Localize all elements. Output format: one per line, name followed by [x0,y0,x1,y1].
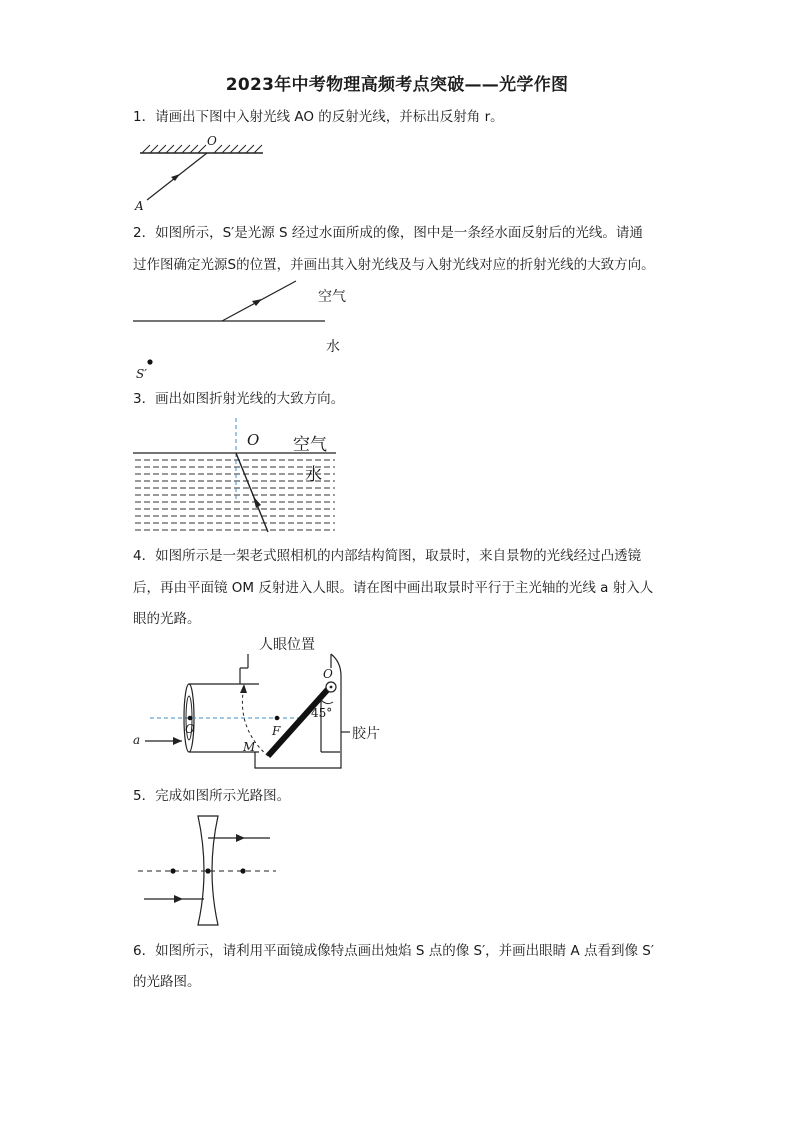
question-4-line3: 眼的光路。 [133,611,201,627]
q5-arrow-top [236,834,245,842]
question-1-text: 1．请画出下图中入射光线 AO 的反射光线，并标出反射角 r。 [133,109,504,125]
q4-label-angle: 45° [311,706,333,720]
q5-focus-right [240,868,245,873]
question-2-line1: 2．如图所示，S′是光源 S 经过水面所成的像，图中是一条经水面反射后的光线。请通 [133,225,643,241]
q2-label-water: 水 [326,339,340,355]
question-3-text: 3．画出如图折射光线的大致方向。 [133,391,345,407]
q4-label-eye: 人眼位置 [259,637,315,653]
question-2-line2: 过作图确定光源S的位置，并画出其入射光线及与入射光线对应的折射光线的大致方向。 [133,257,655,273]
q1-label-A: A [135,199,144,213]
q4-label-film: 胶片 [352,726,380,742]
q1-label-O: O [207,134,217,148]
question-6-line1: 6．如图所示，请利用平面镜成像特点画出烛焰 S 点的像 S′，并画出眼睛 A 点看到像 S′ [133,943,654,959]
q5-optical-center [205,868,210,873]
q3-label-O: O [247,431,260,449]
q5-focus-left [170,868,175,873]
question-4-line1: 4．如图所示是一架老式照相机的内部结构简图，取景时，来自景物的光线经过凸透镜 [133,548,642,564]
q2-label-air: 空气 [318,289,346,305]
q4-label-M: M [243,740,256,754]
question-6-line2: 的光路图。 [133,974,201,990]
q2-label-S: S′ [136,367,147,381]
question-4-line2: 后，再由平面镜 OM 反射进入人眼。请在图中画出取景时平行于主光轴的光线 a 射入人 [133,580,654,596]
q4-label-F: F [272,724,281,738]
q5-arrow-bottom [174,895,183,903]
question-5-text: 5．完成如图所示光路图。 [133,788,291,804]
q4-label-O-top: O [323,667,333,681]
q3-label-air: 空气 [293,435,327,455]
q3-label-water: 水 [305,465,322,485]
q4-label-a: a [133,733,141,747]
q4-label-O-lens: O [185,722,195,736]
page-title: 2023年中考物理高频考点突破——光学作图 [225,75,569,95]
